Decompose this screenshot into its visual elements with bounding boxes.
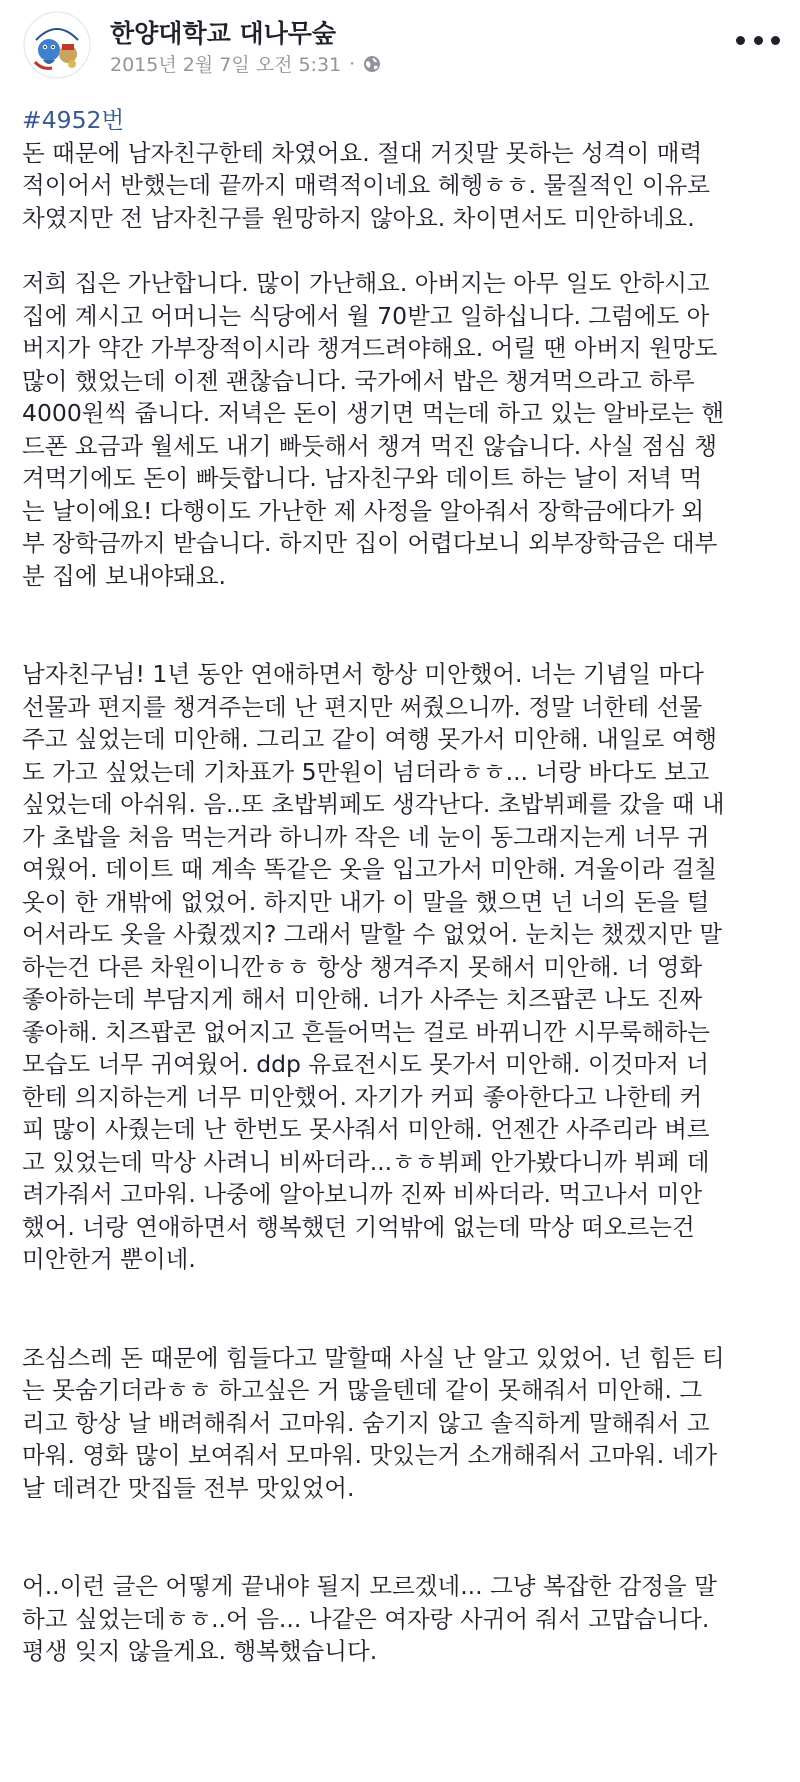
- post-paragraph: 돈 때문에 남자친구한테 차였어요. 절대 거짓말 못하는 성격이 매력 적이어서 반했는데 끝까지 매력적이네요 헤헹ㅎㅎ. 물질적인 이유로 차였지만 전 남자친구를 원망하지 않아요. 차이면서도 미안하네요.: [22, 138, 710, 232]
- hashtag-link[interactable]: #4952번: [22, 106, 125, 134]
- globe-icon: [363, 55, 381, 73]
- meta-separator: ·: [349, 52, 356, 75]
- paragraph-spacer: [22, 234, 782, 267]
- more-options-icon: [771, 36, 780, 45]
- more-options-button[interactable]: [736, 28, 780, 52]
- more-options-icon: [736, 36, 745, 45]
- post-paragraph: 어..이런 글은 어떻게 끝내야 될지 모르겠네... 그냥 복잡한 감정을 말 하고 싶었는데ㅎㅎ..어 음... 나같은 여자랑 사귀어 줘서 고맙습니다. 평생 잊지 않을게요. 행복했습니다.: [22, 1572, 717, 1665]
- post-header: [0, 0, 800, 95]
- post-paragraph: 저희 집은 가난합니다. 많이 가난해요. 아버지는 아무 일도 안하시고 집에 계시고 어머니는 식당에서 월 70받고 일하십니다. 그럼에도 아 버지가 약간 가부장적이시라 챙겨드려야해요. 어릴 땐 아버지 원망도 많이 했었는데 이젠 괜찮습니다. 국가에서 밥은 챙겨먹으라고 하루 4000원씩 줍니다. 저녁은 돈이 생기면 먹는데 하고 있는 알바로는 핸 드폰 요금과 월세도 내기 빠듯해서 챙겨 먹진 않습니다. 사실 점심 챙 겨먹기에도 돈이 빠듯합니다. 남자친구와 데이트 하는 날이 저녁 먹 는 날이에요! 다행이도 가난한 제 사정을 알아줘서 장학금에다가 외 부 장학금까지 받습니다. 하지만 집이 어렵다보니 외부장학금은 대부 분 집에 보내야돼요.: [22, 269, 725, 590]
- post-paragraph: 남자친구님! 1년 동안 연애하면서 항상 미안했어. 너는 기념일 마다 선물과 편지를 챙겨주는데 난 편지만 써줬으니까. 정말 너한테 선물 주고 싶었는데 미안해. 그리고 같이 여행 못가서 미안해. 내일로 여행 도 가고 싶었는데 기차표가 5만원이 넘더라ㅎㅎ... 너랑 바다도 보고 싶었는데 아쉬워. 음..또 초밥뷔페도 생각난다. 초밥뷔페를 갔을 때 내 가 초밥을 처음 먹는거라 하니까 작은 네 눈이 동그래지는게 너무 귀 여웠어. 데이트 때 계속 똑같은 옷을 입고가서 미안해. 겨울이라 걸칠 옷이 한 개밖에 없었어. 하지만 내가 이 말을 했으면 넌 너의 돈을 털 어서라도 옷을 사줬겠지? 그래서 말할 수 없었어. 눈치는 챘겠지만 말 하는건 다른 차원이니깐ㅎㅎ 항상 챙겨주지 못해서 미안해. 너 영화 좋아하는데 부담지게 해서 미안해. 너가 사주는 치즈팝콘 나도 진짜 좋아해. 치즈팝콘 없어지고 흔들어먹는 걸로 바뀌니깐 시무룩해하는 모습도 너무 귀여웠어. ddp 유료전시도 못가서 미안해. 이것마저 너 한테 의지하는게 너무 미안했어. 자기가 커피 좋아한다고 나한테 커 피 많이 사줬는데 난 한번도 못사줘서 미안해. 언젠간 사주리라 벼르 고 있었는데 막상 사려니 비싸더라...ㅎㅎ뷔페 안가봤다니까 뷔페 데 려가줘서 고마워. 나중에 알아보니까 진짜 비싸더라. 먹고나서 미안 했어. 너랑 연애하면서 행복했던 기억밖에 없는데 막상 떠오르는건 미안한거 뿐이네.: [22, 660, 725, 1273]
- paragraph-spacer: [22, 1276, 782, 1342]
- post-meta: [110, 50, 381, 77]
- post-body: [22, 104, 782, 1668]
- page-avatar[interactable]: [22, 10, 92, 80]
- post-paragraph: 조심스레 돈 때문에 힘들다고 말할때 사실 난 알고 있었어. 넌 힘든 티 는 못숨기더라ㅎㅎ 하고싶은 거 많을텐데 같이 못해줘서 미안해. 그 리고 항상 날 배려해줘서 고마워. 숨기지 않고 솔직하게 말해줘서 고 마워. 영화 많이 보여줘서 모마워. 맛있는거 소개해줘서 고마워. 네가 날 데려간 맛집들 전부 맛있었어.: [22, 1343, 725, 1502]
- paragraph-spacer: [22, 592, 782, 658]
- more-options-icon: [754, 36, 763, 45]
- page-name[interactable]: 한양대학교 대나무숲: [110, 19, 337, 48]
- paragraph-spacer: [22, 1504, 782, 1570]
- post-timestamp[interactable]: 2015년 2월 7일 오전 5:31: [110, 54, 342, 76]
